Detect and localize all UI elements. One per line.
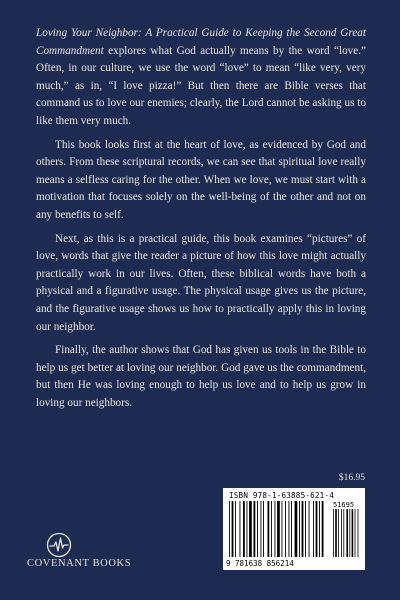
barcode-supplement-bar (352, 509, 354, 557)
blurb-text (36, 25, 366, 418)
blurb-paragraph-2: This book looks first at the heart of love, as evidenced by God and others. From these scriptural records, we can see that spiritual love really means a selfless caring for the other. When we love, we must start with a motivation that focuses solely on the well-being of the other and not on any benefits to self. (36, 138, 366, 221)
blurb-paragraph-1 (36, 25, 366, 131)
barcode-supplement-bar (346, 509, 348, 557)
blurb-paragraph-3: Next, as this is a practical guide, this book examines “pictures” of love, words that give the reader a picture of how this love might actually practically work in our lives. Often, these biblical words have both a physical and a figurative usage. The physical usage gives us the picture, and the figurative usage shows us how to practically apply this in loving our neighbor. (36, 232, 366, 333)
barcode-bar (319, 501, 320, 557)
barcode-supplement-bar (343, 509, 344, 557)
barcode (223, 488, 365, 570)
barcode-bar (275, 501, 276, 557)
barcode-bar (302, 501, 304, 557)
barcode-bar (271, 501, 272, 557)
barcode-bar (299, 501, 300, 557)
barcode-bar (243, 501, 245, 557)
blurb-paragraph-4: Finally, the author shows that God has given us tools in the Bible to help us get better at loving our neighbor. God gave us the commandment, but then He was loving enough to help us love and to help us grow in loving our neighbors. (36, 344, 366, 409)
barcode-bar (261, 501, 262, 557)
barcode-bar (247, 501, 248, 557)
barcode-bar (268, 501, 270, 557)
barcode-bar (257, 501, 258, 557)
barcode-bar (277, 501, 280, 557)
barcode-bar (240, 501, 241, 557)
heartbeat-circle-icon (46, 532, 72, 558)
blurb-paragraph-1-text: explores what God actually means by the word “love.” Often, in our culture, we use the word “love” to mean “like very, very much,” as in, “I love pizza!” But then there are Bible verses that command us to love our enemies; clearly, the Lord cannot be asking us to like them very much. (36, 44, 366, 127)
price-code: 51695 (333, 501, 355, 509)
barcode-bars (229, 501, 359, 559)
isbn-label: ISBN 978-1-63885-621-4 (229, 491, 334, 500)
barcode-bar (295, 501, 298, 557)
barcode-bar (305, 501, 306, 557)
publisher-name: COVENANT BOOKS (27, 558, 132, 569)
barcode-bar (291, 501, 292, 557)
barcode-bar (285, 501, 286, 557)
barcode-bar (235, 501, 236, 557)
barcode-supplement-bar (341, 509, 342, 557)
barcode-bar (263, 501, 264, 557)
barcode-supplement-bar (338, 509, 339, 557)
barcode-supplement-bar (349, 509, 350, 557)
barcode-supplement-bar (358, 509, 359, 557)
barcode-bar (232, 501, 234, 557)
barcode-bar (289, 501, 290, 557)
book-title-inline: Loving Your Neighbor: A Practical Guide to Keeping the Second Great Commandment (36, 27, 366, 57)
barcode-supplement-bar (355, 509, 356, 557)
barcode-bar (309, 501, 310, 557)
barcode-bar (316, 501, 318, 557)
barcode-bar (229, 501, 230, 557)
barcode-bar (249, 501, 252, 557)
price-label: $16.95 (338, 473, 365, 483)
barcode-supplement-bar (333, 509, 334, 557)
barcode-bar (282, 501, 283, 557)
barcode-supplement-bar (335, 509, 337, 557)
barcode-bar (313, 501, 314, 557)
barcode-bar (322, 501, 324, 557)
ean-digits: 9 781638 856214 (226, 559, 294, 568)
barcode-bar (254, 501, 256, 557)
